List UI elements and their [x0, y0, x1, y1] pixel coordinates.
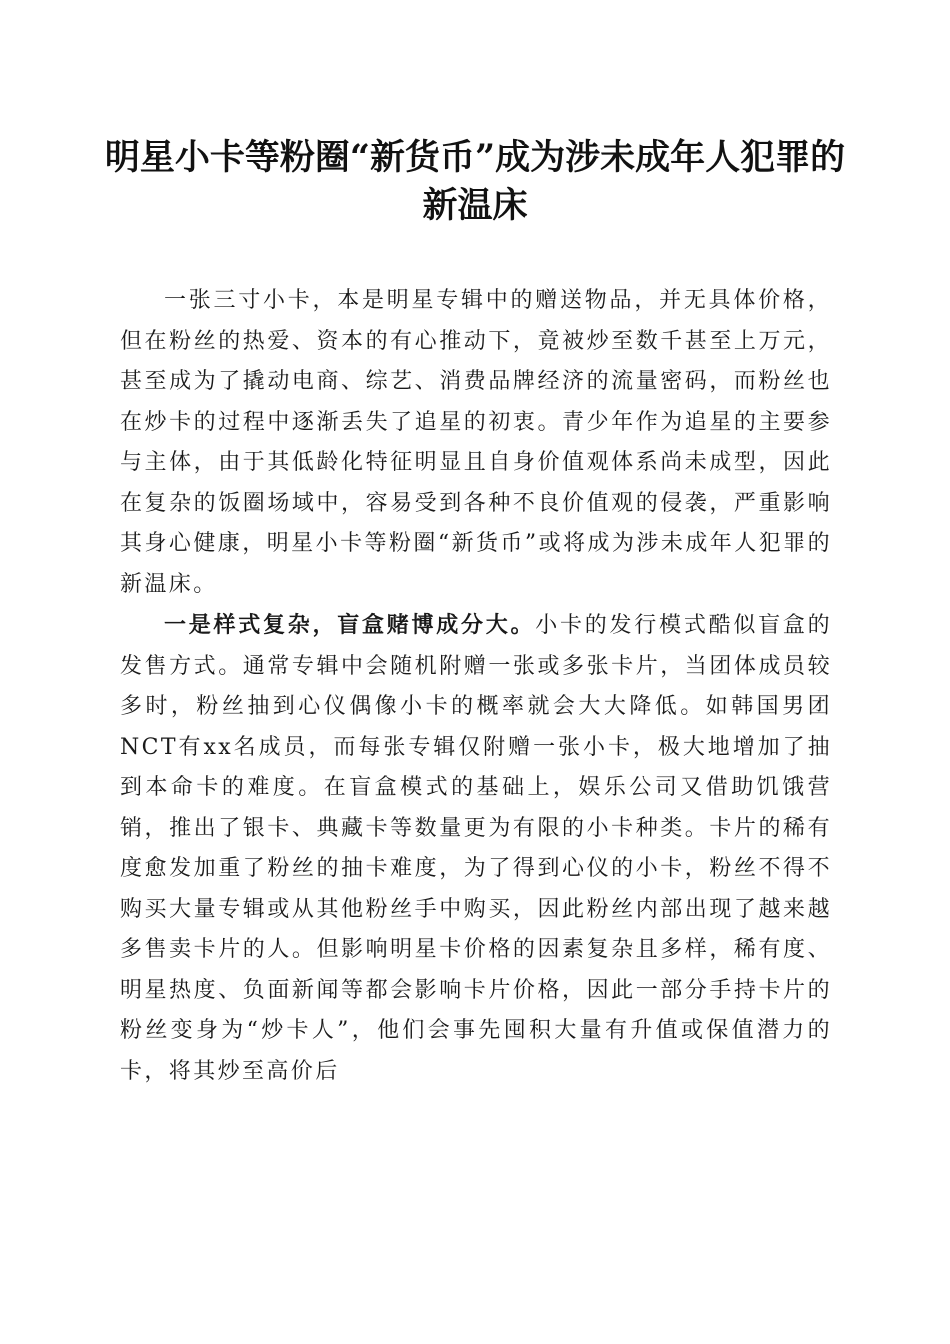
- paragraph-text: 小卡的发行模式酷似盲盒的发售方式。通常专辑中会随机附赠一张或多张卡片，当团体成员较多时，粉丝抽到心仪偶像小卡的概率就会大大降低。如韩国男团NCT有xx名成员，而每张专辑仅附赠一张小卡，极大地增加了抽到本命卡的难度。在盲盒模式的基础上，娱乐公司又借助饥饿营销，推出了银卡、典藏卡等数量更为有限的小卡种类。卡片的稀有度愈发加重了粉丝的抽卡难度，为了得到心仪的小卡，粉丝不得不购买大量专辑或从其他粉丝手中购买，因此粉丝内部出现了越来越多售卖卡片的人。但影响明星卡价格的因素复杂且多样，稀有度、明星热度、负面新闻等都会影响卡片价格，因此一部分手持卡片的粉丝变身为“炒卡人”，他们会事先囤积大量有升值或保值潜力的卡，将其炒至高价后: [120, 613, 832, 1084]
- document-title: 明星小卡等粉圈“新货币”成为涉未成年人犯罪的新温床: [104, 137, 846, 226]
- paragraph-intro: [120, 280, 832, 605]
- paragraph-point-one: [120, 605, 832, 1092]
- paragraph-text: 一张三寸小卡，本是明星专辑中的赠送物品，并无具体价格，但在粉丝的热爱、资本的有心推动下，竟被炒至数千甚至上万元，甚至成为了撬动电商、综艺、消费品牌经济的流量密码，而粉丝也在炒卡的过程中逐渐丢失了追星的初衷。青少年作为追星的主要参与主体，由于其低龄化特征明显且自身价值观体系尚未成型，因此在复杂的饭圈场域中，容易受到各种不良价值观的侵袭，严重影响其身心健康，明星小卡等粉圈“新货币”或将成为涉未成年人犯罪的新温床。: [120, 288, 832, 597]
- paragraph-lead: 一是样式复杂，盲盒赌博成分大。: [164, 612, 536, 638]
- document-body: [120, 280, 832, 1092]
